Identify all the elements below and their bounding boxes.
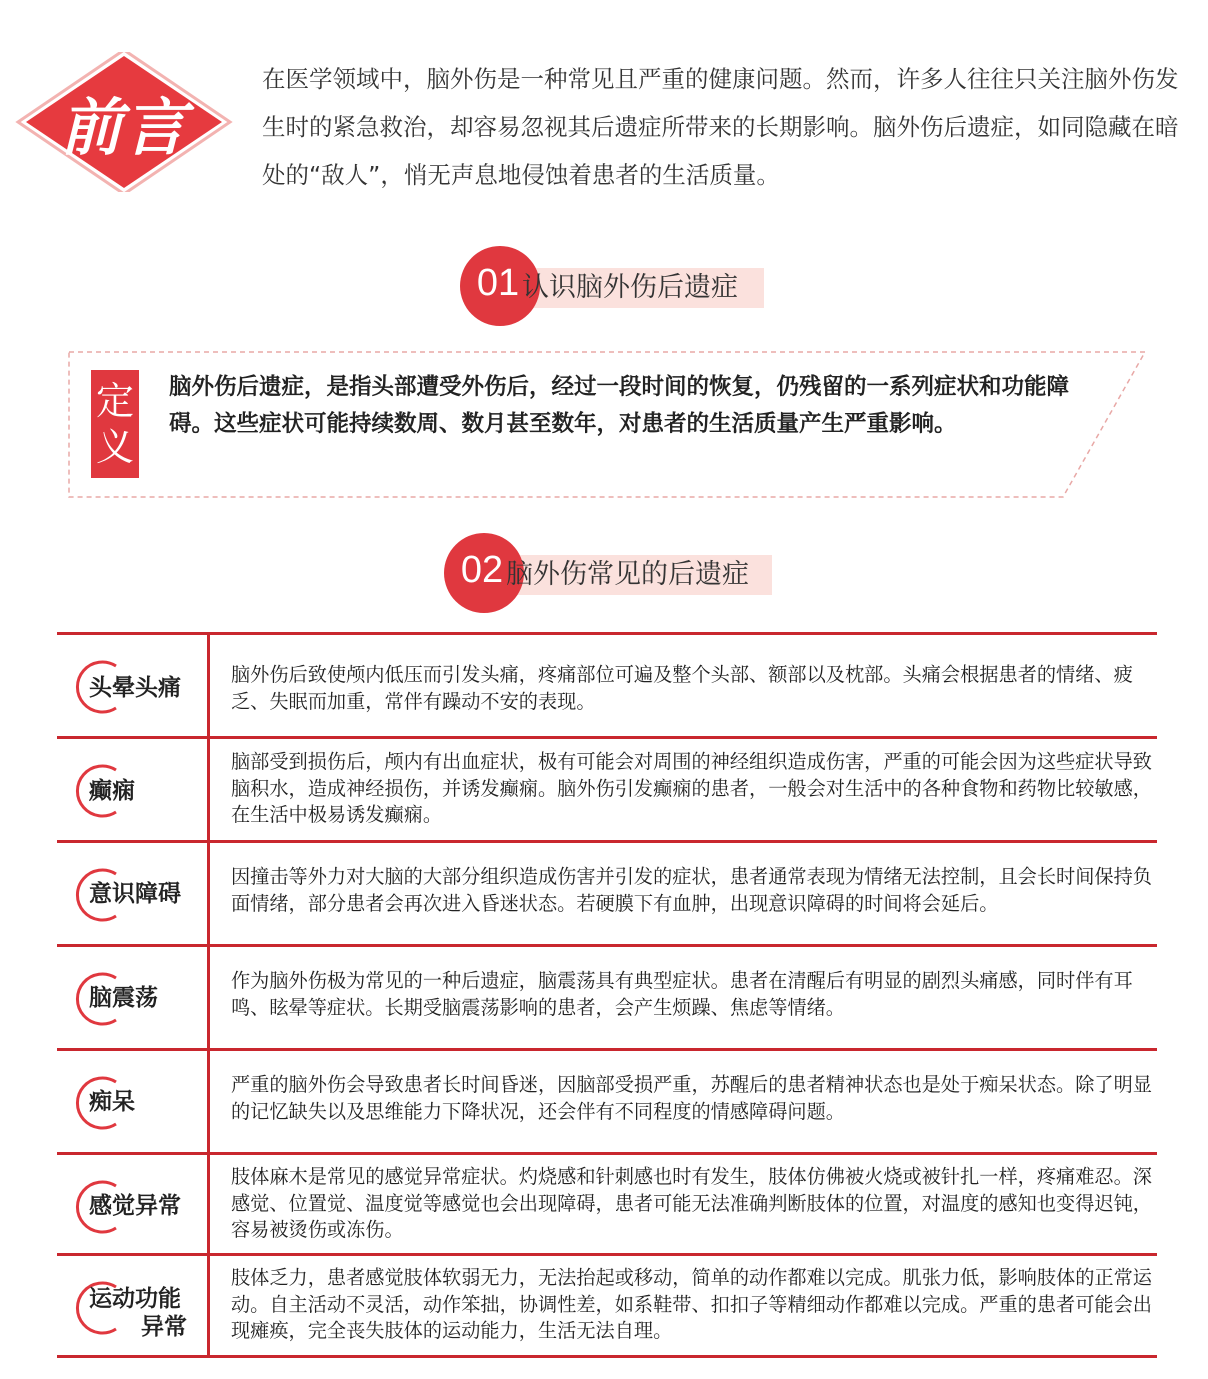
row-line [57, 1152, 1157, 1155]
table-row [57, 632, 1157, 736]
row-line [57, 944, 1157, 947]
row-description: 作为脑外伤极为常见的一种后遗症，脑震荡具有典型症状。患者在清醒后有明显的剧烈头痛感，同时伴有耳鸣、眩晕等症状。长期受脑震荡影响的患者，会产生烦躁、焦虑等情绪。 [231, 969, 1133, 1019]
preface-text: 在医学领域中，脑外伤是一种常见且严重的健康问题。然而，许多人往往只关注脑外伤发生时的紧急救治，却容易忽视其后遗症所带来的长期影响。脑外伤后遗症，如同隐藏在暗处的“敌人”，悄无声息地侵蚀着患者的生活质量。 [262, 65, 1179, 189]
row-title: 痴呆 [89, 1089, 135, 1115]
definition-badge [91, 370, 139, 478]
row-line [57, 736, 1157, 739]
row-description: 肢体麻木是常见的感觉异常症状。灼烧感和针刺感也时有发生，肢体仿佛被火烧或被针扎一样，疼痛难忍。深感觉、位置觉、温度觉等感觉也会出现障碍，患者可能无法准确判断肢体的位置，对温度的感知也变得迟钝，容易被烫伤或冻伤。 [231, 1165, 1152, 1241]
row-title: 癫痫 [89, 778, 135, 804]
section-title: 认识脑外伤后遗症 [522, 272, 738, 303]
row-description: 脑部受到损伤后，颅内有出血症状，极有可能会对周围的神经组织造成伤害，严重的可能会因为这些症状导致脑积水，造成神经损伤，并诱发癫痫。脑外伤引发癫痫的患者，一般会对生活中的各种食物和药物比较敏感，在生活中极易诱发癫痫。 [231, 750, 1152, 826]
definition-box [67, 350, 1147, 500]
row-line [57, 1048, 1157, 1051]
table-row [57, 1152, 1157, 1256]
row-title: 头晕头痛 [89, 675, 181, 701]
section-number: 01 [476, 262, 520, 304]
section-heading-02 [444, 533, 774, 613]
section-number: 02 [460, 549, 504, 591]
section-title: 脑外伤常见的后遗症 [506, 559, 749, 590]
row-title: 运动功能 [89, 1286, 181, 1312]
row-title: 意识障碍 [89, 881, 181, 907]
row-line [57, 1355, 1157, 1358]
preface-badge [14, 52, 234, 192]
row-title: 感觉异常 [89, 1193, 181, 1219]
section-heading-01 [460, 246, 760, 326]
table-row [57, 944, 1157, 1048]
row-description: 肢体乏力，患者感觉肢体软弱无力，无法抬起或移动，简单的动作都难以完成。肌张力低，影响肢体的正常运动。自主活动不灵活，动作笨拙，协调性差，如系鞋带、扣扣子等精细动作都难以完成。严重的患者可能会出现瘫痪，完全丧失肢体的运动能力，生活无法自理。 [231, 1266, 1152, 1342]
row-description: 严重的脑外伤会导致患者长时间昏迷，因脑部受损严重，苏醒后的患者精神状态也是处于痴呆状态。除了明显的记忆缺失以及思维能力下降状况，还会伴有不同程度的情感障碍问题。 [231, 1073, 1152, 1123]
sequelae-table [57, 632, 1157, 1358]
table-row [57, 1253, 1157, 1355]
definition-badge-char: 定 [95, 379, 134, 423]
definition-badge-char: 义 [95, 425, 134, 469]
row-title: 异常 [141, 1314, 187, 1340]
row-line [57, 840, 1157, 843]
table-row [57, 840, 1157, 944]
row-description: 因撞击等外力对大脑的大部分组织造成伤害并引发的症状，患者通常表现为情绪无法控制，且会长时间保持负面情绪，部分患者会再次进入昏迷状态。若硬膜下有血肿，出现意识障碍的时间将会延后。 [231, 865, 1152, 915]
definition-text: 脑外伤后遗症，是指头部遭受外伤后，经过一段时间的恢复，仍残留的一系列症状和功能障碍。这些症状可能持续数周、数月甚至数年，对患者的生活质量产生严重影响。 [169, 374, 1070, 437]
row-line [57, 632, 1157, 635]
table-row [57, 1048, 1157, 1152]
table-row [57, 736, 1157, 840]
row-line [57, 1253, 1157, 1256]
preface-badge-text: 前言 [59, 90, 188, 164]
row-description: 脑外伤后致使颅内低压而引发头痛，疼痛部位可遍及整个头部、额部以及枕部。头痛会根据患者的情绪、疲乏、失眠而加重，常伴有躁动不安的表现。 [231, 663, 1133, 713]
row-title: 脑震荡 [89, 985, 158, 1011]
